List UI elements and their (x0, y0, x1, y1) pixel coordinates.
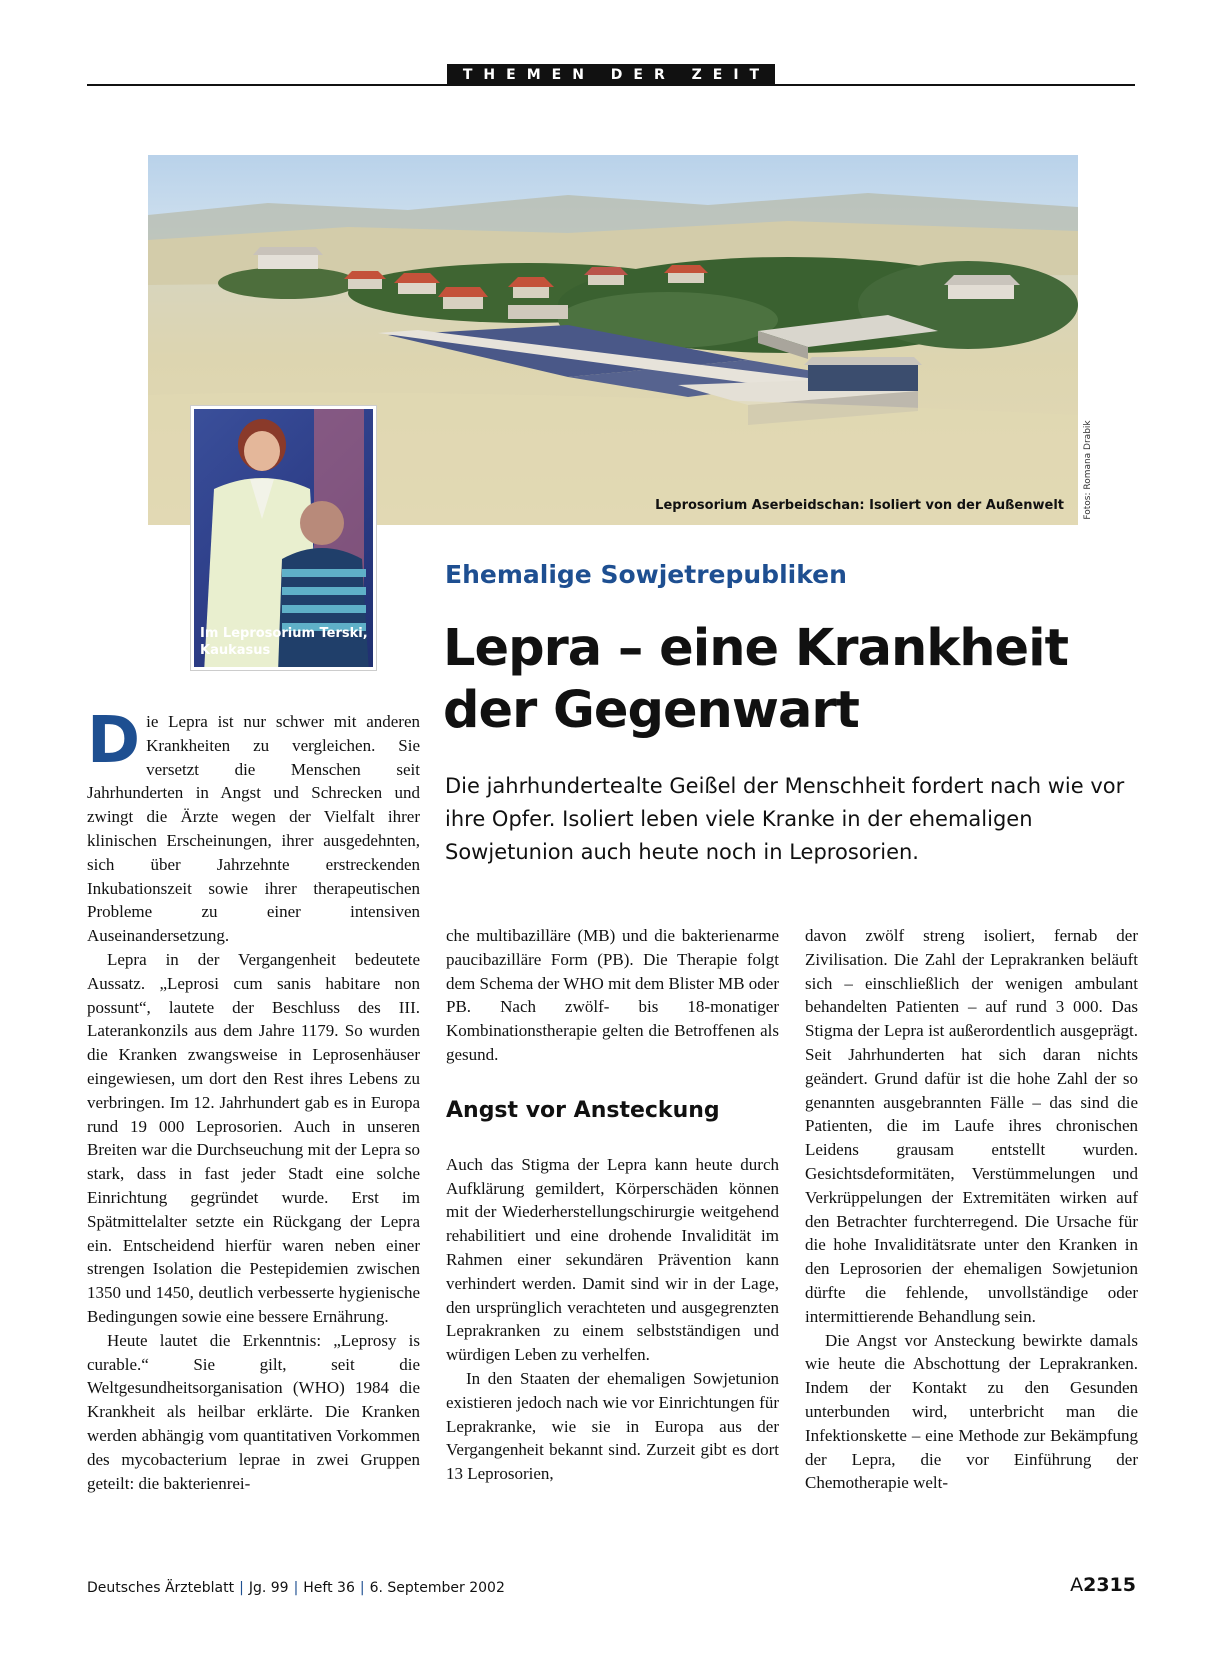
headline-line1: Lepra – eine Krankheit (443, 619, 1068, 678)
article-kicker: Ehemalige Sowjetrepubliken (445, 560, 847, 589)
headline-line2: der Gegenwart (443, 681, 859, 740)
footer-date: 6. September 2002 (369, 1580, 505, 1596)
page-prefix: A (1070, 1574, 1084, 1596)
inset-caption-line1: Im Leprosorium Terski, (200, 626, 368, 641)
dropcap: D (87, 704, 141, 778)
inset-caption (200, 625, 375, 659)
body-paragraph: Lepra in der Vergangenheit bedeutete Aussatz. „Leprosi cum sanis habitare non possunt“, lautete der Beschluss des III. Laterankonzils aus dem Jahre 1179. So wurden die Kranken zwangsweise in Leprosenhäuser eingewiesen, um dort den Rest ihres Lebens zu verbringen. Im 12. Jahrhundert gab es in Europa rund 19 000 Leprosorien. Auch in unseren Breiten war die Durchseuchung mit der Lepra so stark, dass in fast jeder Stadt eine solche Einrichtung gegründet wurde. Erst im Spätmittelalter setzte ein Rückgang der Lepra ein. Entscheidend hierfür waren neben einer strengen Isolation die Pestepidemien zwischen 1350 und 1450, deutlich verbesserte hygienische Bedingungen sowie eine bessere Ernährung. (87, 949, 420, 1326)
body-paragraph: Auch das Stigma der Lepra kann heute durch Aufklärung gemildert, Körperschäden können mit der Wiederherstellungschirurgie weitgehend rehabilitiert und eine drohende Invalidität im Rahmen einer sekundären Prävention kann verhindert werden. Damit sind wir in der Lage, den ursprünglich verachteten und ausgegrenzten Leprakranken zu einem selbstständigen und würdigen Leben zu verhelfen. (446, 1154, 779, 1365)
body-paragraph (87, 704, 420, 948)
article-headline (443, 618, 1133, 742)
body-paragraph: davon zwölf streng isoliert, fernab der Zivilisation. Die Zahl der Leprakranken beläuft sich – einschließlich der wenigen ambulant behandelten Patienten – auf rund 3 000. Das Stigma der Lepra ist außerordentlich ausgeprägt. Seit Jahrhunderten hat sich daran nichts geändert. Grund dafür ist die hohe Zahl der so genannten ausgebrannten Fälle – das sind die Patienten, die im Laufe ihres chronischen Leidens grausam entstellt wurden. Gesichtsdeformitäten, Verstümmelungen und Verkrüppelungen der Extremitäten wirken auf den Betrachter furchterregend. Die Ursache für die hohe Invaliditätsrate unter den Kranken in den Leprosorien der ehemaligen Sowjetunion dürfte die fehlende, unvollständige oder intermittierende Behandlung sein. (805, 926, 1138, 1326)
article-lead: Die jahrhundertealte Geißel der Menschheit fordert nach wie vor ihre Opfer. Isoliert leben viele Kranke in der ehemaligen Sowjetunion auch heute noch in Leprosorien. (445, 774, 1125, 864)
footer-separator: | (359, 1580, 365, 1596)
footer-citation (87, 1580, 505, 1596)
body-paragraph: Heute lautet die Erkenntnis: „Leprosy is curable.“ Sie gilt, seit die Weltgesundheitsorganisation (WHO) 1984 die Krankheit als heilbar erklärte. Die Kranken werden abhängig vom quantitativen Vorkommen des mycobacterium leprae in zwei Gruppen geteilt: die bakterienrei- (87, 1330, 420, 1493)
inset-caption-line2: Kaukasus (200, 643, 271, 658)
photo-credit-text: Fotos: Romana Drabik (1083, 420, 1093, 520)
body-column-3 (805, 924, 1138, 1495)
body-paragraph: Die Angst vor Ansteckung bewirkte damals wie heute die Abschottung der Leprakranken. Indem der Kontakt zu den Gesunden unterbunden wird, unterbricht man die Infektionskette – eine Methode zur Bekämpfung der Lepra, die vor Einführung der Chemotherapie welt- (805, 1330, 1138, 1493)
section-label: THEMEN DER ZEIT (447, 64, 775, 86)
paragraph-text: ie Lepra ist nur schwer mit anderen Krankheiten zu vergleichen. Sie versetzt die Menschen seit Jahrhunderten in Angst und Schrecken und zwingt die Ärzte wegen der Vielfalt ihrer klinischen Erscheinungen, ihrer ausgedehnten, sich über Jahrzehnte erstreckenden Inkubationszeit sowie ihrer therapeutischen Probleme zu einer intensiven Auseinandersetzung. (87, 712, 420, 946)
section-subhead: Angst vor Ansteckung (446, 1097, 720, 1123)
page-number (1070, 1574, 1136, 1596)
body-paragraph: In den Staaten der ehemaligen Sowjetunion existieren jedoch nach wie vor Einrichtungen für Leprakranke, wie sie in Europa aus der Vergangenheit bekannt sind. Zurzeit gibt es dort 13 Leprosorien, (446, 1368, 779, 1484)
photo-credit (1081, 420, 1095, 520)
footer-volume: Jg. 99 (248, 1580, 289, 1596)
footer-issue: Heft 36 (303, 1580, 355, 1596)
footer-journal: Deutsches Ärzteblatt (87, 1580, 235, 1596)
inset-photo-terski (191, 406, 376, 670)
hero-caption: Leprosorium Aserbeidschan: Isoliert von der Außenwelt (655, 498, 1064, 513)
footer-separator: | (239, 1580, 244, 1596)
body-column-2 (446, 924, 779, 1486)
body-column-1 (87, 704, 420, 1495)
body-paragraph: che multibazilläre (MB) und die bakterienarme paucibazilläre Form (PB). Die Therapie folgt dem Schema der WHO mit dem Blister MB oder PB. Nach zwölf- bis 18-monatiger Kombinationstherapie gelten die Betroffenen als gesund. (446, 926, 780, 1064)
footer-separator: | (293, 1580, 299, 1596)
page-number-value: 2315 (1083, 1574, 1136, 1596)
